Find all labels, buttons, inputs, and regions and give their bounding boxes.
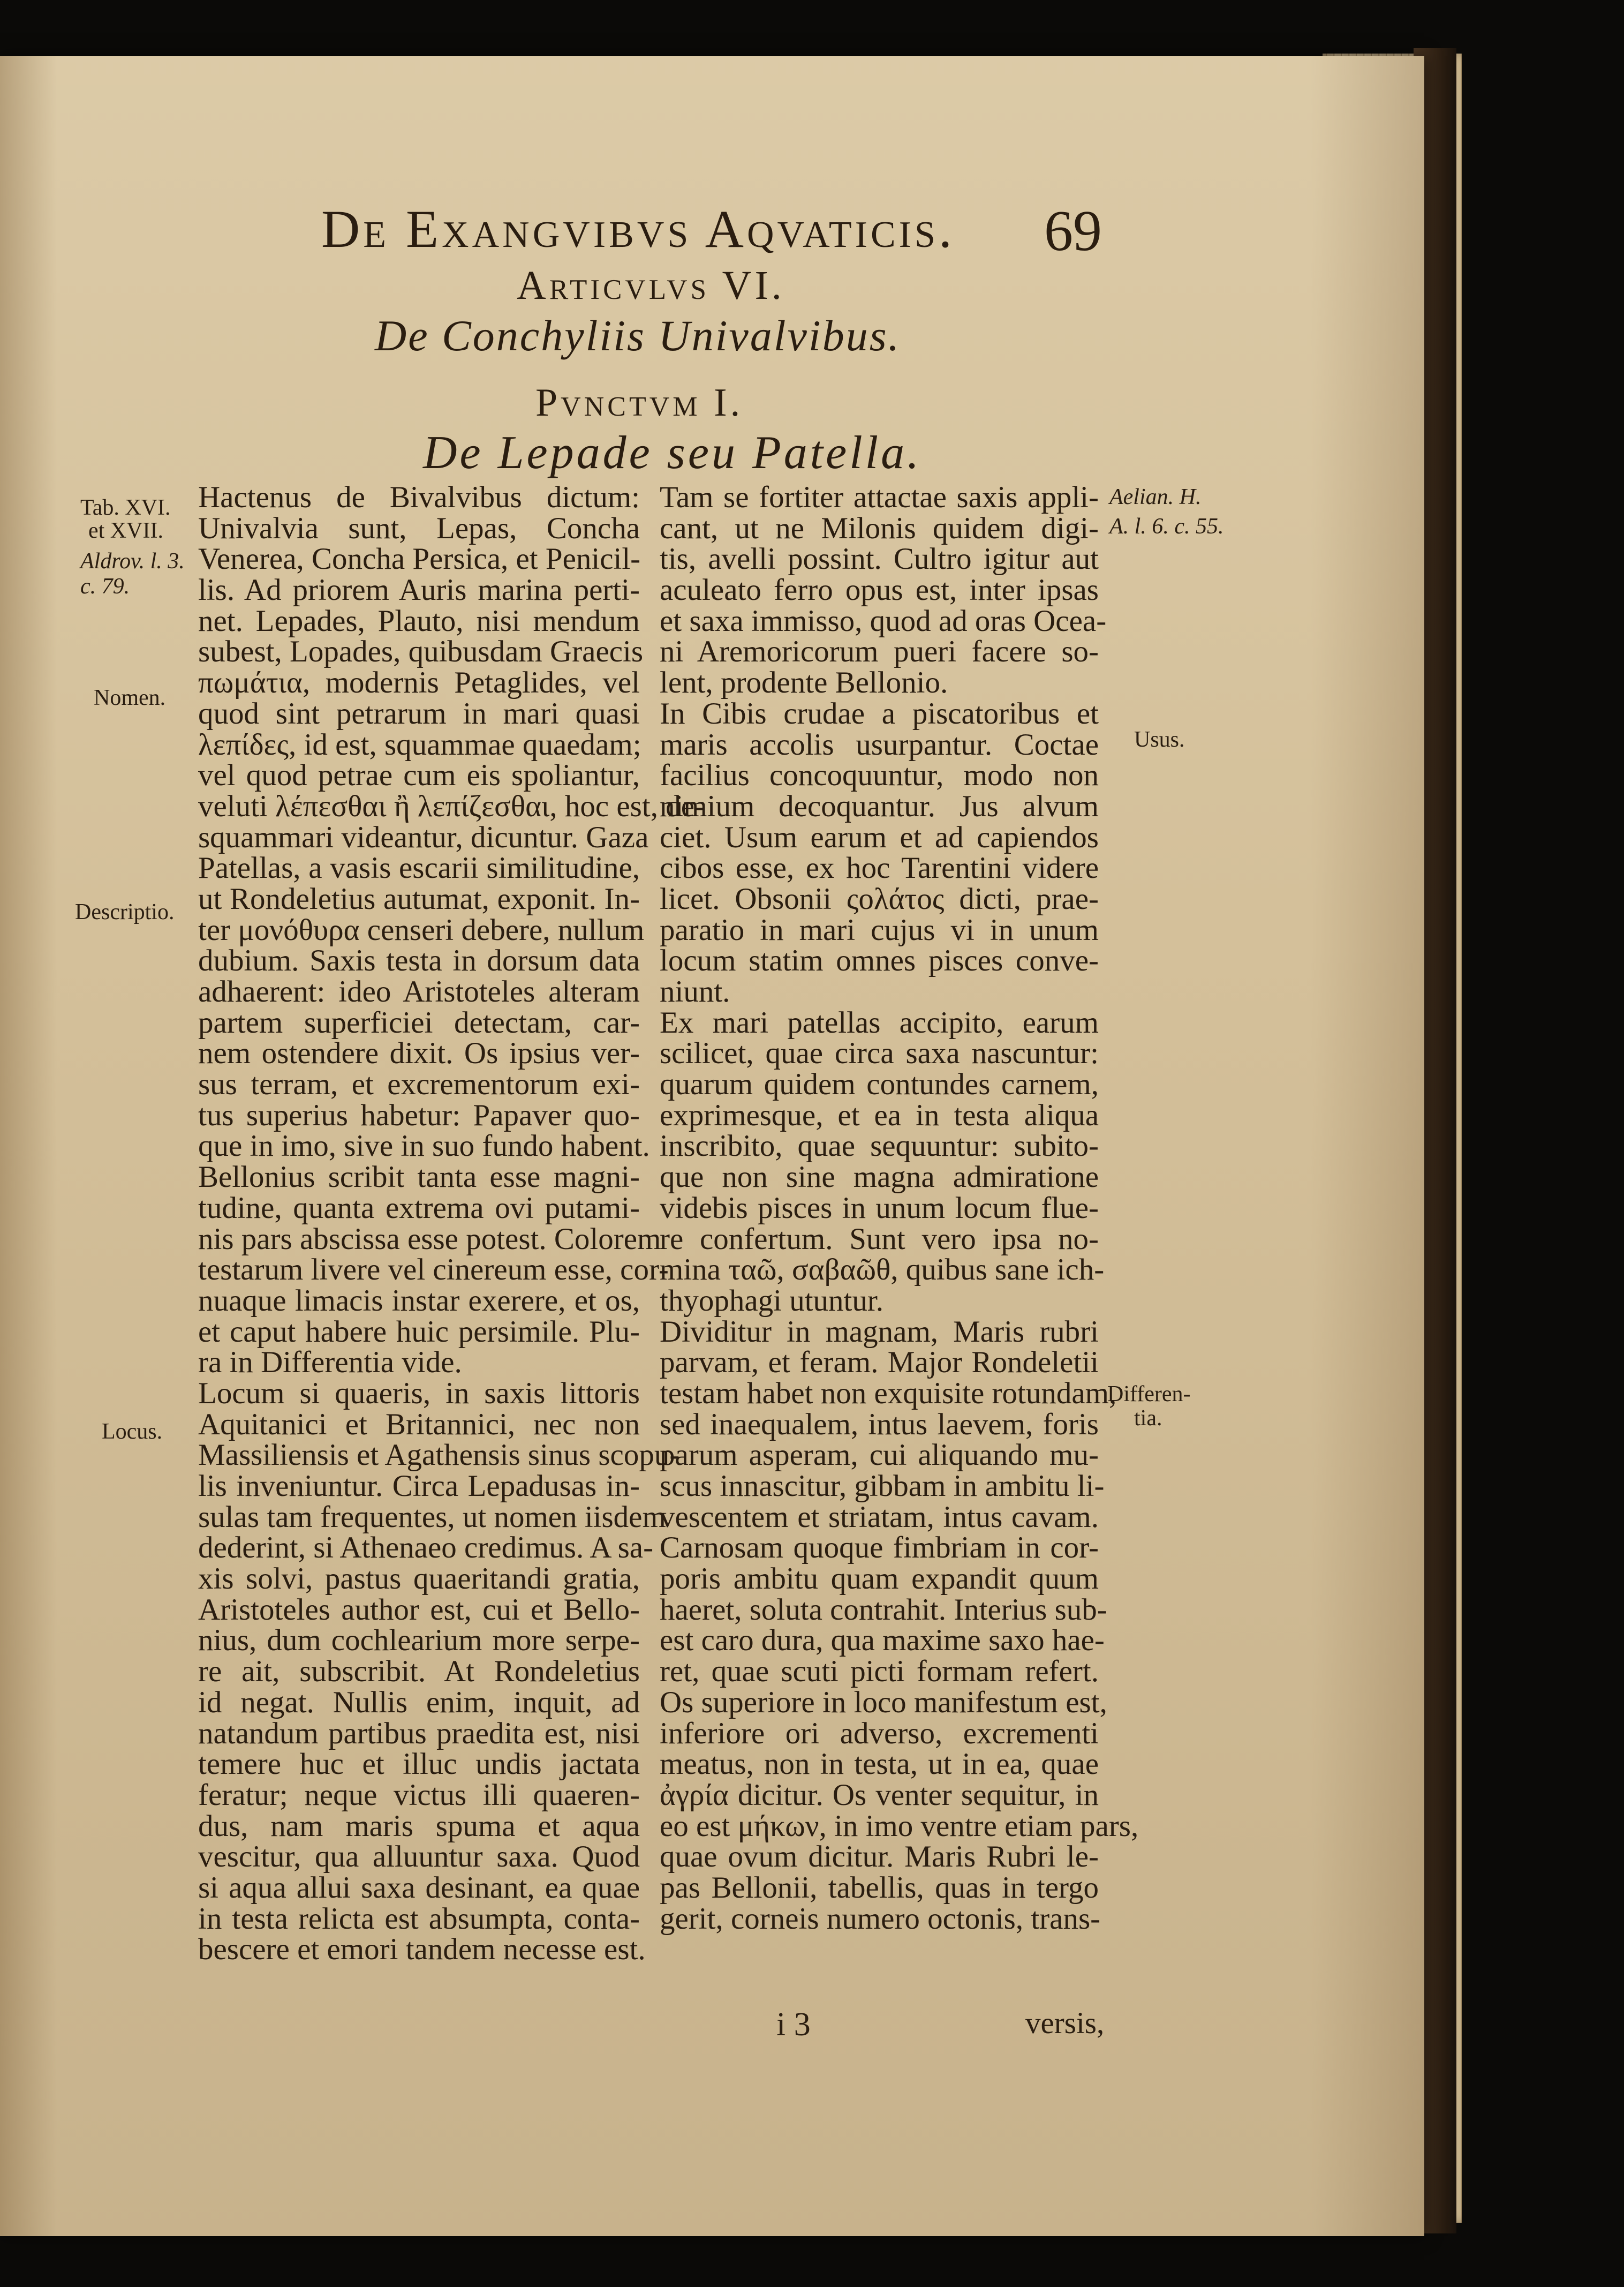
text-line: In Cibis crudae a piscatoribus et — [660, 696, 1099, 731]
text-line: meatus, non in testa, ut in ea, quae — [660, 1747, 1099, 1781]
text-line: et saxa immisso, quod ad oras Ocea- — [660, 604, 1107, 638]
text-line: licet. Obsonii ςολάτος dicti, prae- — [660, 882, 1099, 916]
text-column-right — [660, 480, 1139, 1965]
text-line: re confertum. Sunt vero ipsa no- — [660, 1222, 1099, 1256]
text-line: lis. Ad priorem Auris marina perti- — [198, 573, 640, 607]
text-line: pas Bellonii, tabellis, quas in tergo — [660, 1870, 1099, 1905]
text-line: λεπίδες, id est, squammae quaedam; — [198, 727, 641, 762]
text-line: Aristoteles author est, cui et Bello- — [198, 1592, 640, 1627]
text-line: videbis pisces in unum locum flue- — [660, 1191, 1099, 1225]
margin-note-usus: Usus. — [1134, 727, 1185, 752]
text-line: ut Rondeletius autumat, exponit. In- — [198, 882, 640, 916]
catchword: versis, — [1025, 2006, 1105, 2040]
text-line: ret, quae scuti picti formam refert. — [660, 1654, 1099, 1689]
margin-note-aelian: Aelian. H. — [1109, 485, 1202, 509]
margin-note-descriptio: Descriptio. — [75, 900, 175, 924]
text-line: dus, nam maris spuma et aqua — [198, 1809, 640, 1843]
text-line: quae ovum dicitur. Maris Rubri le- — [660, 1840, 1099, 1874]
text-line: net. Lepades, Plauto, nisi mendum — [198, 604, 640, 638]
text-line: dubium. Saxis testa in dorsum data — [198, 944, 640, 978]
text-line: adhaerent: ideo Aristoteles alteram — [198, 975, 640, 1009]
text-line: Hactenus de Bivalvibus dictum: — [198, 480, 640, 514]
text-line: lent, prodente Bellonio. — [660, 666, 948, 700]
text-line: veluti λέπεσθαι ἢ λεπίζεσθαι, hoc est, de- — [198, 789, 705, 823]
punctum-heading: Pvnctvm I. — [535, 381, 744, 425]
margin-note-nomen: Nomen. — [94, 686, 166, 710]
text-line: Patellas, a vasis escarii similitudine, — [198, 851, 640, 885]
text-line: ciet. Usum earum et ad capiendos — [660, 820, 1099, 854]
margin-note-differentia: Differen- — [1107, 1382, 1191, 1406]
text-line: ἀγρία dicitur. Os venter sequitur, in — [660, 1778, 1099, 1812]
text-line: squammari videantur, dicuntur. Gaza — [198, 820, 649, 854]
text-line: ra in Differentia vide. — [198, 1345, 462, 1380]
text-line: nuaque limacis instar exerere, et os, — [198, 1283, 640, 1318]
text-line: locum statim omnes pisces conve- — [660, 944, 1099, 978]
text-line: subest, Lopades, quibusdam Graecis — [198, 635, 644, 669]
text-line: tis, avelli possint. Cultro igitur aut — [660, 542, 1099, 576]
text-line: Aquitanici et Britannici, nec non — [198, 1407, 640, 1441]
margin-note-tab: Tab. XVI. — [80, 495, 171, 520]
margin-note-aldrov: Aldrov. l. 3. — [80, 549, 185, 574]
text-line: Venerea, Concha Persica, et Penicil- — [198, 542, 641, 576]
text-line: lis inveniuntur. Circa Lepadusas in- — [198, 1469, 640, 1503]
margin-note-tab2: et XVII. — [88, 518, 163, 543]
text-line: inferiore ori adverso, excrementi — [660, 1716, 1099, 1750]
text-line — [660, 1934, 1099, 1965]
text-line: vescitur, qua alluuntur saxa. Quod — [198, 1840, 640, 1874]
text-line: exprimesque, et ea in testa aliqua — [660, 1098, 1099, 1132]
text-line: nis pars abscissa esse potest. Colorem — [198, 1222, 661, 1256]
text-line: sus terram, et excrementorum exi- — [198, 1067, 640, 1102]
text-line: re ait, subscribit. At Rondeletius — [198, 1654, 640, 1689]
text-line: maris accolis usurpantur. Coctae — [660, 727, 1099, 762]
text-line: et caput habere huic persimile. Plu- — [198, 1314, 640, 1349]
text-line: parvam, et feram. Major Rondeletii — [660, 1345, 1099, 1380]
text-line: feratur; neque victus illi quaeren- — [198, 1778, 640, 1812]
text-line: haeret, soluta contrahit. Interius sub- — [660, 1592, 1107, 1627]
margin-note-locus: Locus. — [102, 1419, 163, 1444]
text-line: quarum quidem contundes carnem, — [660, 1067, 1099, 1102]
text-line: Ex mari patellas accipito, earum — [660, 1005, 1099, 1040]
text-line: temere huc et illuc undis jactata — [198, 1747, 640, 1781]
text-line: ni Aremoricorum pueri facere so- — [660, 635, 1099, 669]
text-line: Os superiore in loco manifestum est, — [660, 1685, 1107, 1719]
text-line: niunt. — [660, 975, 730, 1009]
subtitle-heading: De Conchyliis Univalvibus. — [375, 311, 901, 360]
text-line: cant, ut ne Milonis quidem digi- — [660, 511, 1099, 545]
text-line: xis solvi, pastus quaeritandi gratia, — [198, 1562, 640, 1596]
section-title: De Lepade seu Patella. — [423, 427, 922, 479]
text-line: in testa relicta est absumpta, conta- — [198, 1901, 640, 1936]
text-line: Dividitur in magnam, Maris rubri — [660, 1314, 1099, 1349]
text-line: bescere et emori tandem necesse est. — [198, 1932, 646, 1967]
margin-note-aelian2: A. l. 6. c. 55. — [1109, 514, 1224, 539]
text-line: dederint, si Athenaeo credimus. A sa- — [198, 1531, 654, 1565]
text-line: vel quod petrae cum eis spoliantur, — [198, 758, 640, 793]
text-line: partem superficiei detectam, car- — [198, 1005, 640, 1040]
text-line: tus superius habetur: Papaver quo- — [198, 1098, 640, 1132]
text-line: que non sine magna admiratione — [660, 1160, 1099, 1194]
text-line: sed inaequalem, intus laevem, foris — [660, 1407, 1099, 1441]
text-line: eo est μήκων, in imo ventre etiam pars, — [660, 1809, 1139, 1843]
text-line: Tam se fortiter attactae saxis appli- — [660, 480, 1099, 514]
text-line: gerit, corneis numero octonis, trans- — [660, 1901, 1101, 1936]
text-line: Univalvia sunt, Lepas, Concha — [198, 511, 640, 545]
page-number: 69 — [1044, 199, 1102, 263]
signature-mark: i 3 — [776, 2006, 811, 2043]
text-line: tudine, quanta extrema ovi putami- — [198, 1191, 640, 1225]
text-line: id negat. Nullis enim, inquit, ad — [198, 1685, 640, 1719]
text-line: sulas tam frequentes, ut nomen iisdem — [198, 1500, 666, 1534]
text-line: testarum livere vel cinereum esse, cor- — [198, 1253, 669, 1287]
running-head-title: De Exangvibvs Aqvaticis. — [321, 199, 955, 259]
text-line: paratio in mari cujus vi in unum — [660, 913, 1099, 947]
text-line: Bellonius scribit tanta esse magni- — [198, 1160, 640, 1194]
text-line: que in imo, sive in suo fundo habent. — [198, 1129, 650, 1163]
text-line: nius, dum cochlearium more serpe- — [198, 1623, 640, 1658]
text-line: natandum partibus praedita est, nisi — [198, 1716, 640, 1750]
text-line: nimium decoquantur. Jus alvum — [660, 789, 1099, 823]
text-line: aculeato ferro opus est, inter ipsas — [660, 573, 1099, 607]
text-line: scus innascitur, gibbam in ambitu li- — [660, 1469, 1105, 1503]
text-line: parum asperam, cui aliquando mu- — [660, 1438, 1099, 1472]
text-line: πωμάτια, modernis Petaglides, vel — [198, 666, 640, 700]
text-line: ter μονόθυρα censeri debere, nullum — [198, 913, 645, 947]
margin-note-differentia2: tia. — [1134, 1406, 1162, 1431]
text-column-left — [198, 480, 705, 1967]
text-line: scilicet, quae circa saxa nascuntur: — [660, 1036, 1099, 1071]
articulus-heading: Articvlvs VI. — [517, 263, 785, 308]
text-line: vescentem et striatam, intus cavam. — [660, 1500, 1099, 1534]
text-line: si aqua allui saxa desinant, ea quae — [198, 1870, 640, 1905]
text-line: nem ostendere dixit. Os ipsius ver- — [198, 1036, 640, 1071]
text-line: Carnosam quoque fimbriam in cor- — [660, 1531, 1099, 1565]
text-line: quod sint petrarum in mari quasi — [198, 696, 640, 731]
text-line: testam habet non exquisite rotundam, — [660, 1376, 1117, 1410]
text-line: Locum si quaeris, in saxis littoris — [198, 1376, 640, 1410]
text-line: cibos esse, ex hoc Tarentini videre — [660, 851, 1099, 885]
text-line: est caro dura, qua maxime saxo hae- — [660, 1623, 1105, 1658]
text-line: facilius concoquuntur, modo non — [660, 758, 1099, 793]
text-line: poris ambitu quam expandit quum — [660, 1562, 1099, 1596]
margin-note-aldrov2: c. 79. — [80, 574, 130, 599]
text-line: inscribito, quae sequuntur: subito- — [660, 1129, 1099, 1163]
text-line: Massiliensis et Agathensis sinus scopu- — [198, 1438, 680, 1472]
text-line: thyophagi utuntur. — [660, 1283, 883, 1318]
text-line: mina ταῶ, σαβαῶθ, quibus sane ich- — [660, 1253, 1105, 1287]
